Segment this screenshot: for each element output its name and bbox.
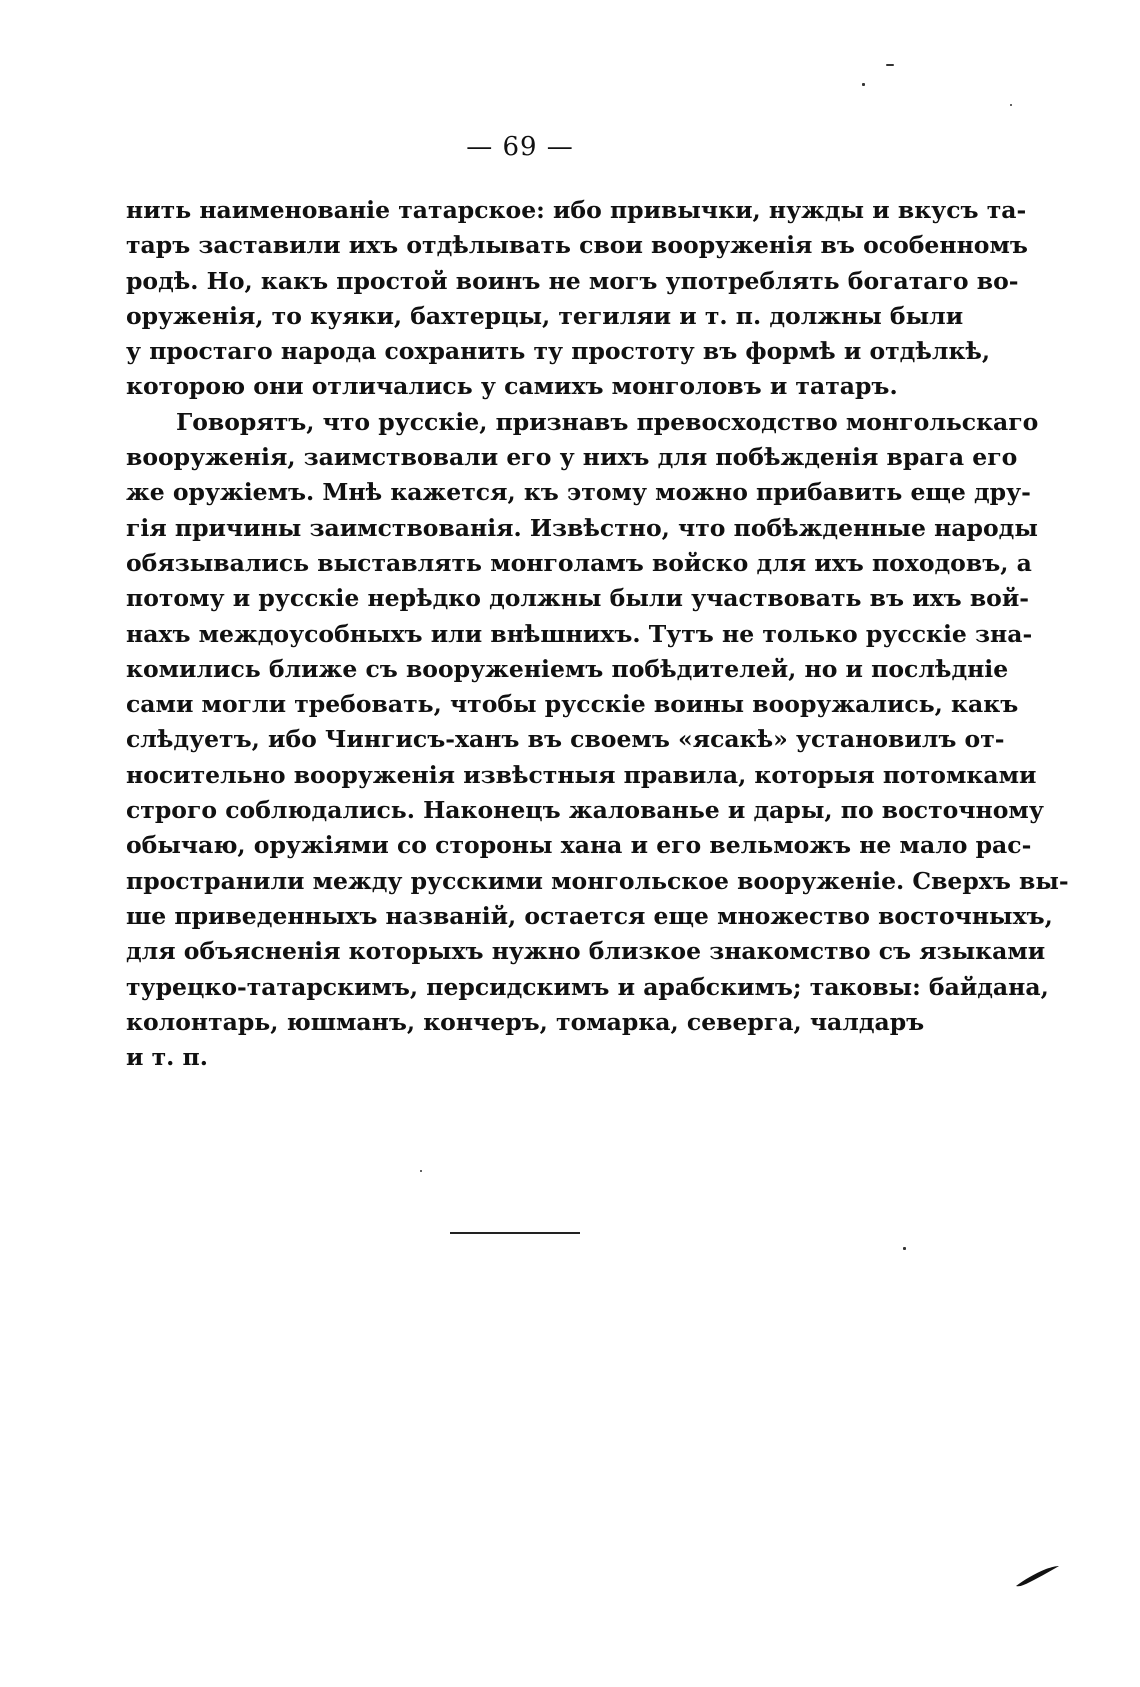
text-line: носительно вооруженія извѣстныя правила, которыя потомками (126, 760, 1037, 789)
scan-speck (862, 83, 865, 86)
text-line: гія причины заимствованія. Извѣстно, что побѣжденные народы (126, 513, 1038, 542)
text-line: вооруженія, заимствовали его у нихъ для побѣжденія врага его (126, 443, 1018, 472)
closing-rule (450, 1232, 580, 1234)
ink-smudge-icon (1012, 1560, 1062, 1590)
text-line: турецко-татарскимъ, персидскимъ и арабскимъ; таковы: байдана, (126, 972, 1049, 1001)
text-line: нахъ междоусобныхъ или внѣшнихъ. Тутъ не только русскіе зна- (126, 619, 1033, 648)
text-line: сами могли требовать, чтобы русскіе воины вооружались, какъ (126, 690, 1019, 719)
text-line: строго соблюдались. Наконецъ жалованье и дары, по восточному (126, 796, 1044, 825)
text-line: колонтарь, юшманъ, кончеръ, томарка, северга, чалдаръ (126, 1007, 925, 1036)
text-line: для объясненія которыхъ нужно близкое знакомство съ языками (126, 937, 1046, 966)
text-line: обычаю, оружіями со стороны хана и его вельможъ не мало рас- (126, 831, 1032, 860)
text-line: слѣдуетъ, ибо Чингисъ-ханъ въ своемъ «ясакѣ» установилъ от- (126, 725, 1005, 754)
scan-speck (886, 64, 894, 66)
text-line: обязывались выставлять монголамъ войско для ихъ походовъ, а (126, 548, 1032, 577)
text-line: комились ближе съ вооруженіемъ побѣдителей, но и послѣдніе (126, 654, 1009, 683)
text-line: потому и русскіе нерѣдко должны были участвовать въ ихъ вой- (126, 584, 1030, 613)
text-line: которою они отличались у самихъ монголовъ и татаръ. (126, 372, 898, 401)
scan-speck (420, 1170, 422, 1172)
scan-speck (1010, 104, 1012, 106)
text-line: оруженія, то куяки, бахтерцы, тегиляи и т. п. должны были (126, 301, 964, 330)
text-line: таръ заставили ихъ отдѣлывать свои вооруженія въ особенномъ (126, 231, 1028, 260)
page-number: — 69 — (466, 132, 574, 162)
text-line: у простаго народа сохранить ту простоту въ формѣ и отдѣлкѣ, (126, 337, 991, 366)
text-line: нить наименованіе татарское: ибо привычки, нужды и вкусъ та- (126, 196, 1027, 224)
scan-speck (903, 1247, 906, 1250)
text-line: Говорятъ, что русскіе, признавъ превосходство монгольскаго (176, 407, 1039, 436)
body-text (126, 193, 1069, 1075)
text-line: и т. п. (126, 1043, 208, 1072)
text-line: родѣ. Но, какъ простой воинъ не могъ употреблять богатаго во- (126, 266, 1019, 295)
text-line: пространили между русскими монгольское вооруженіе. Сверхъ вы- (126, 866, 1069, 895)
text-line: ше приведенныхъ названій, остается еще множество восточныхъ, (126, 901, 1053, 930)
text-line: же оружіемъ. Мнѣ кажется, къ этому можно прибавить еще дру- (126, 478, 1031, 507)
